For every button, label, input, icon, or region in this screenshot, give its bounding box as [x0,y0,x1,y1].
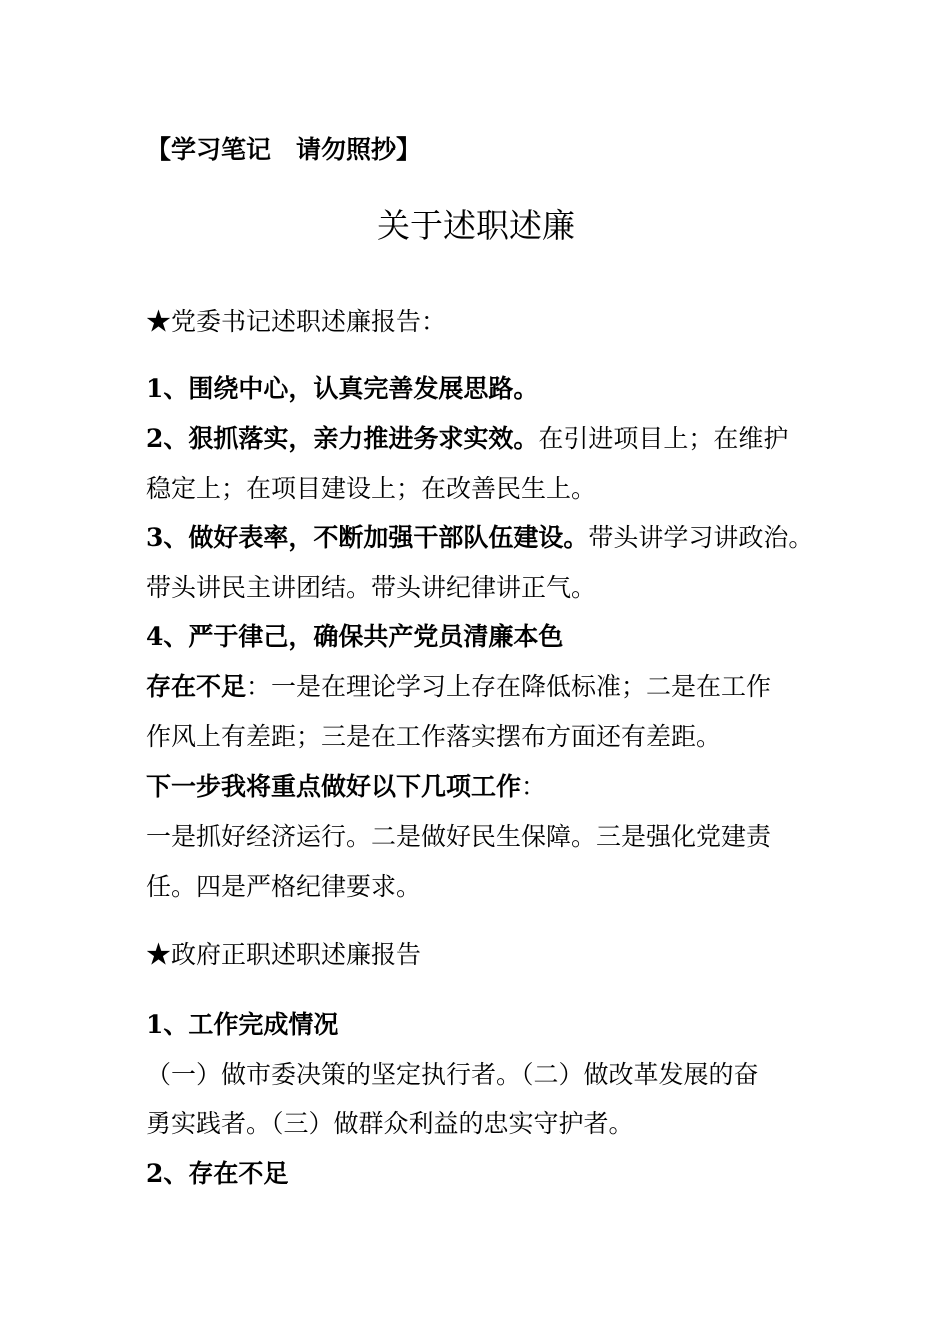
shortfall-line1 [146,671,771,703]
next-steps-heading [146,771,546,803]
section1-item3-text: 带头讲学习讲政治。 [588,523,814,552]
section1-item2-heading: 2、狠抓落实，亲力推进务求实效。 [146,424,539,453]
section2-item1-line2: 勇实践者。（三）做群众利益的忠实守护者。 [146,1109,634,1138]
section2-item1-line1: （一）做市委决策的坚定执行者。（二）做改革发展的奋 [146,1060,759,1089]
section1-item4: 4、严于律己，确保共产党员清廉本色 [146,622,564,651]
section2-item1: 1、工作完成情况 [146,1010,339,1039]
section2-heading: ★政府正职述职述廉报告 [146,940,422,969]
section1-item2-line1 [146,423,788,455]
section1-item1: 1、围绕中心，认真完善发展思路。 [146,374,539,403]
shortfall-line2: 作风上有差距；三是在工作落实摆布方面还有差距。 [146,722,722,751]
section1-item3-heading: 3、做好表率，不断加强干部队伍建设。 [146,523,589,552]
shortfall-label: 存在不足 [146,672,247,701]
next-steps-label: 下一步我将重点做好以下几项工作 [146,772,522,801]
next-steps-line2: 任。四是严格纪律要求。 [146,872,422,901]
section1-heading: ★党委书记述职述廉报告： [146,307,447,336]
document-title: 关于述职述廉 [377,206,575,245]
section1-item3-line2: 带头讲民主讲团结。带头讲纪律讲正气。 [146,573,597,602]
section1-item3-line1 [146,522,813,554]
section2-item2: 2、存在不足 [146,1159,289,1188]
next-steps-line1: 一是抓好经济运行。二是做好民生保障。三是强化党建责 [146,822,772,851]
next-steps-colon: ： [521,772,547,801]
section1-item2-line2: 稳定上；在项目建设上；在改善民生上。 [146,474,597,503]
header-note: 【学习笔记 请勿照抄】 [146,135,422,164]
section1-item2-text: 在引进项目上；在维护 [538,424,789,453]
shortfall-text: ：一是在理论学习上存在降低标准；二是在工作 [246,672,772,701]
